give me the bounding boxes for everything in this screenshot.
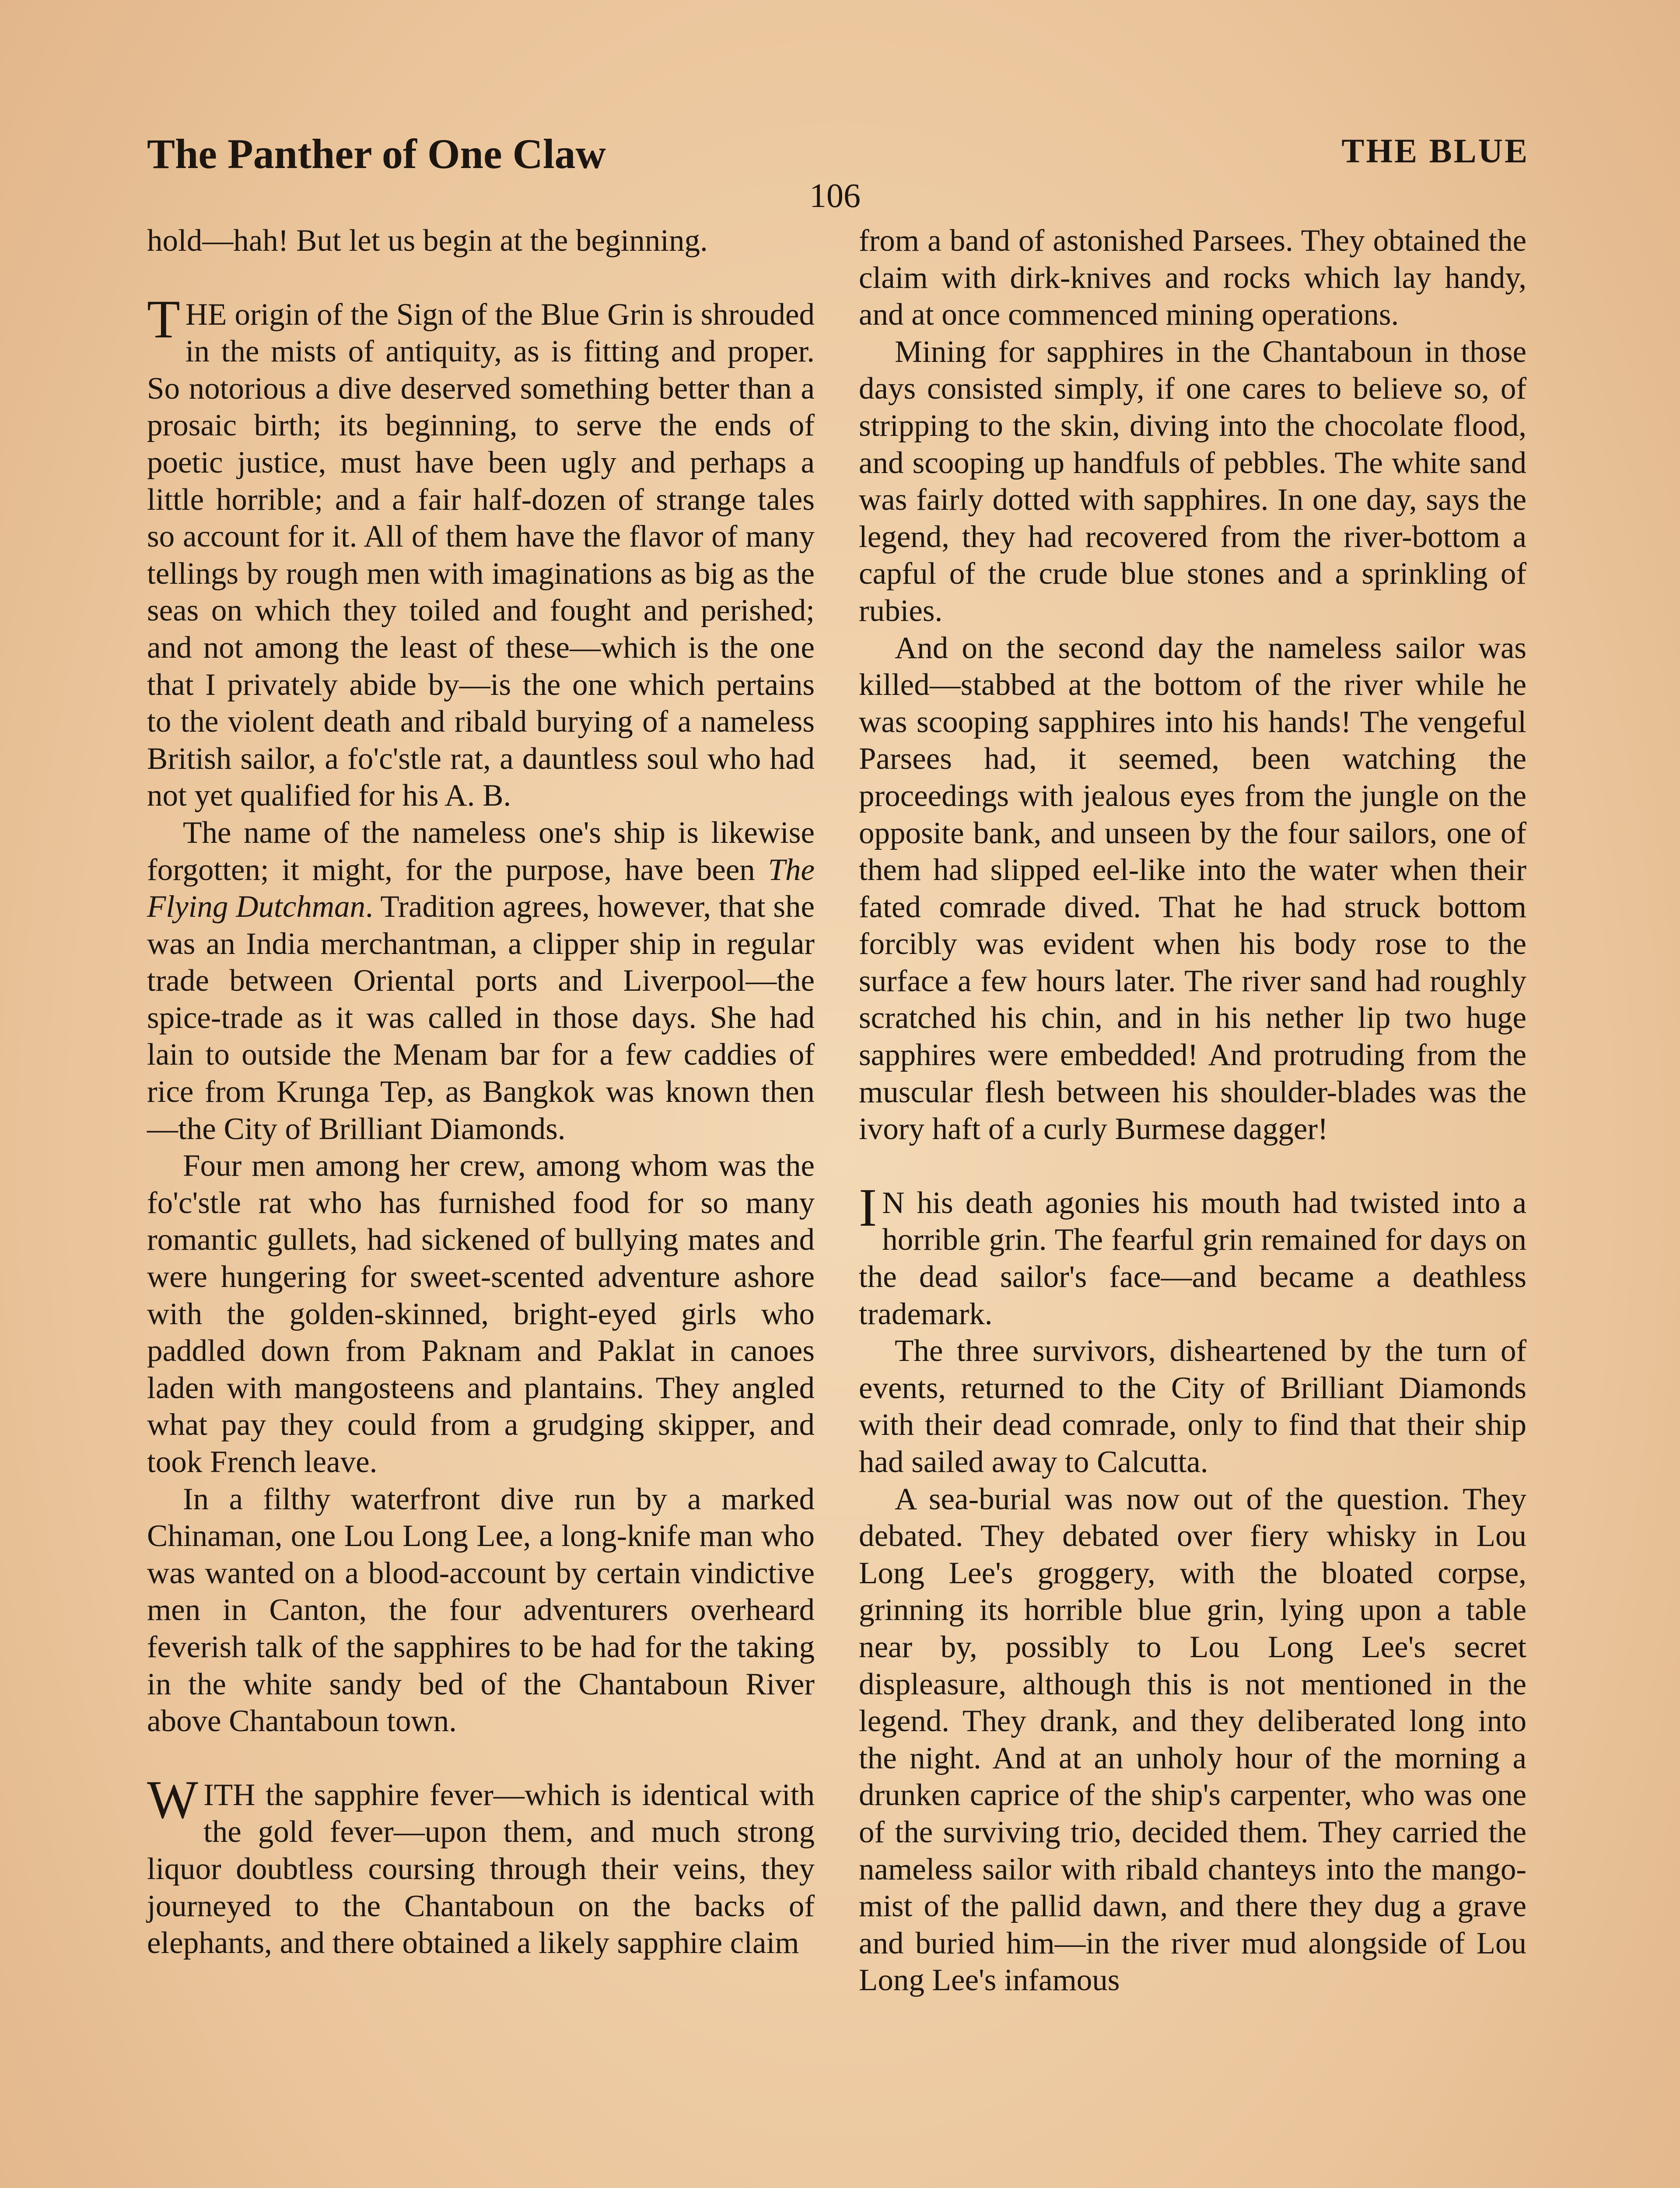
paragraph-text: N his death agonies his mouth had twisted into a horrible grin. The fearful grin remained for days on the dead sailor's face—and became a deathless trademark. <box>859 1185 1526 1331</box>
paragraph: The three survivors, disheartened by the turn of events, returned to the City of Brilliant Diamonds with their dead comrade, only to find that their ship had sailed away to Calcutta. <box>859 1334 1526 1479</box>
paragraph <box>147 1769 815 1962</box>
drop-cap: T <box>147 289 180 349</box>
running-title: The Panther of One Claw <box>147 130 606 177</box>
paragraph-text: ITH the sapphire fever—which is identical with the gold fever—upon them, and much strong liquor doubtless coursing through their veins, they journeyed to the Chantaboun on the backs of elephants, and there obtained a likely sapphire claim <box>147 1778 815 1960</box>
left-column <box>147 222 815 1962</box>
magazine-title: THE BLUE <box>1341 132 1529 170</box>
page-number: 106 <box>809 176 861 214</box>
paragraph-text: The name of the nameless one's ship is likewise forgotten; it might, for the purpose, have been <box>147 815 815 887</box>
paragraph-text: HE origin of the Sign of the Blue Grin is shrouded in the mists of antiquity, as is fitting and proper. So notorious a dive deserved something better than a prosaic birth; its beginning, to serve the ends of poetic justice, must have been ugly and perhaps a little horrible; and a fair half-dozen of strange tales so account for it. All of them have the flavor of many tellings by rough men with imaginations as big as the seas on which they toiled and fought and perished; and not among the least of these—which is the one that I privately abide by—is the one which pertains to the violent death and ribald burying of a nameless British sailor, a fo'c'stle rat, a dauntless soul who had not yet qualified for his A. B. <box>147 297 815 813</box>
ship-name: The Flying Dutchman <box>147 852 815 924</box>
right-column <box>859 222 1526 1999</box>
paragraph <box>147 289 815 814</box>
paragraph-text: . Tradition agrees, however, that she was an India merchantman, a clipper ship in regular trade between Oriental ports and Liverpool—the spice-trade as it was called in those days. She had lain to outside the Menam bar for a few caddies of rice from Krunga Tep, as Bangkok was known then—the City of Brilliant Diamonds. <box>147 890 815 1146</box>
paragraph: from a band of astonished Parsees. They obtained the claim with dirk-knives and rocks which lay handy, and at once commenced mining operations. <box>859 224 1526 332</box>
drop-cap: W <box>147 1769 199 1830</box>
paragraph: Mining for sapphires in the Chantaboun in those days consisted simply, if one cares to believe so, of stripping to the skin, diving into the chocolate flood, and scooping up handfuls of pebbles. The white sand was fairly dotted with sapphires. In one day, says the legend, they had recovered from the river-bottom a capful of the crude blue stones and a sprinkling of rubies. <box>859 334 1526 628</box>
paragraph: hold—hah! But let us begin at the beginning. <box>147 224 708 258</box>
paragraph: In a filthy waterfront dive run by a marked Chinaman, one Lou Long Lee, a long-knife man who was wanted on a blood-account by certain vindictive men in Canton, the four adventurers overheard feverish talk of the sapphires to be had for the taking in the white sandy bed of the Chantaboun River above Chantaboun town. <box>147 1482 815 1739</box>
paragraph: A sea-burial was now out of the question. They debated. They debated over fiery whisky in Lou Long Lee's groggery, with the bloated corpse, grinning its horrible blue grin, lying upon a table near by, possibly to Lou Long Lee's secret displeasure, although this is not mentioned in the legend. They drank, and they deliberated long into the night. And at an unholy hour of the morning a drunken caprice of the ship's carpenter, who was one of the surviving trio, decided them. They carried the nameless sailor with ribald chanteys into the mango-mist of the pallid dawn, and there they dug a grave and buried him—in the river mud alongside of Lou Long Lee's infamous <box>859 1482 1526 1998</box>
paragraph: Four men among her crew, among whom was the fo'c'stle rat who has furnished food for so many romantic gullets, had sickened of bullying mates and were hungering for sweet-scented adventure ashore with the golden-skinned, bright-eyed girls who paddled down from Paknam and Paklat in canoes laden with mangosteens and plantains. They angled what pay they could from a grudging skipper, and took French leave. <box>147 1149 815 1479</box>
paragraph: And on the second day the nameless sailor was killed—stabbed at the bottom of the river while he was scooping sapphires into his hands! The vengeful Parsees had, it seemed, been watching the proceedings with jealous eyes from the jungle on the opposite bank, and unseen by the four sailors, one of them had slipped eel-like into the water when their fated comrade dived. That he had struck bottom forcibly was evident when his body rose to the surface a few hours later. The river sand had roughly scratched his chin, and in his nether lip two huge sapphires were embedded! And protruding from the muscular flesh between his shoulder-blades was the ivory haft of a curly Burmese dagger! <box>859 631 1526 1147</box>
drop-cap: I <box>859 1177 877 1238</box>
paragraph <box>147 814 815 1147</box>
paragraph <box>859 1177 1526 1332</box>
